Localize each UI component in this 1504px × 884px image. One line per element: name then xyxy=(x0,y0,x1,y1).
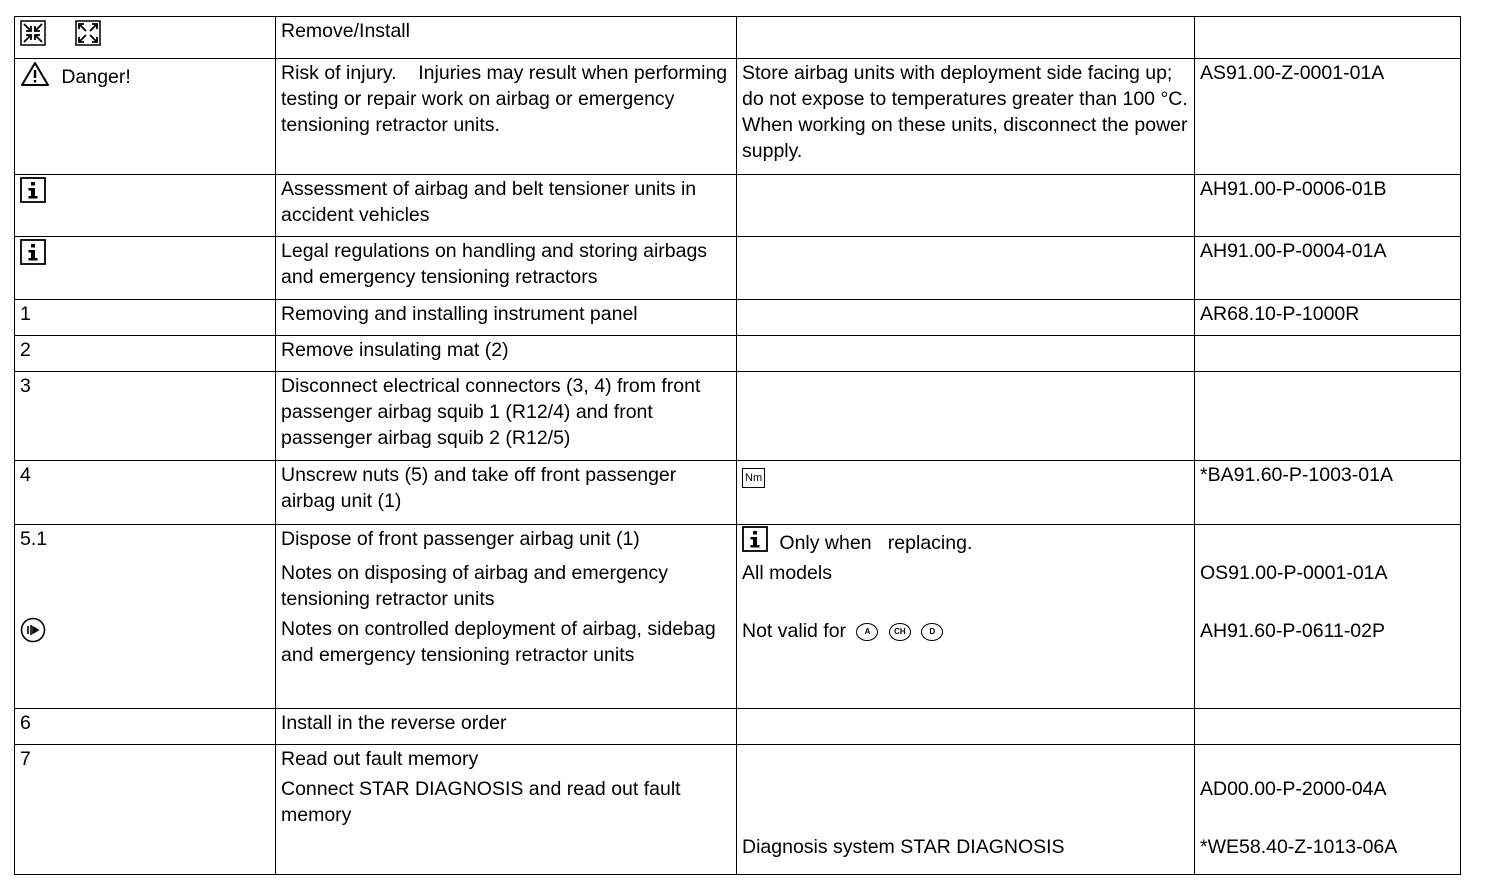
step-text: Risk of injury. Injuries may result when performing testing or repair work on airbag or emergency tensioning retractor units. xyxy=(276,59,737,175)
step-text: Connect STAR DIAGNOSIS and read out fault memory xyxy=(281,778,681,826)
document-reference[interactable]: AS91.00-Z-0001-01A xyxy=(1195,59,1461,175)
document-reference[interactable]: AH91.00-P-0004-01A xyxy=(1195,237,1461,300)
step-text: Read out fault memory xyxy=(281,748,479,770)
step-note: Store airbag units with deployment side facing up; do not expose to temperatures greater than 100 °C. When working on these units, disconnect the power supply. xyxy=(737,59,1195,175)
step-number: 6 xyxy=(15,709,276,745)
country-stamp: CH xyxy=(889,623,911,641)
table-row xyxy=(15,175,1461,237)
document-reference[interactable]: *BA91.60-P-1003-01A xyxy=(1195,461,1461,525)
torque-icon: Nm xyxy=(742,468,765,488)
table-row xyxy=(15,525,1461,709)
step-note: All models xyxy=(742,562,832,584)
step-number: 2 xyxy=(15,336,276,372)
warning-icon xyxy=(20,61,50,87)
step-text: Notes on controlled deployment of airbag, sidebag and emergency tensioning retractor units xyxy=(281,618,716,666)
document-reference[interactable]: AH91.00-P-0006-01B xyxy=(1195,175,1461,237)
step-text: Notes on disposing of airbag and emergency tensioning retractor units xyxy=(281,562,668,610)
step-text: Unscrew nuts (5) and take off front passenger airbag unit (1) xyxy=(276,461,737,525)
step-number: 5.1 xyxy=(20,528,48,550)
table-row xyxy=(15,17,1461,59)
remove-icon xyxy=(20,20,46,46)
procedure-table xyxy=(14,16,1461,875)
document-reference[interactable]: *WE58.40-Z-1013-06A xyxy=(1200,836,1398,858)
table-row xyxy=(15,461,1461,525)
table-row xyxy=(15,372,1461,461)
step-text: Removing and installing instrument panel xyxy=(276,300,737,336)
info-icon xyxy=(20,239,46,265)
step-text: Legal regulations on handling and storing airbags and emergency tensioning retractors xyxy=(276,237,737,300)
document-reference[interactable]: AH91.60-P-0611-02P xyxy=(1200,620,1386,642)
step-text: Dispose of front passenger airbag unit (1) xyxy=(281,528,640,550)
step-text: Remove insulating mat (2) xyxy=(276,336,737,372)
document-reference[interactable]: AR68.10-P-1000R xyxy=(1195,300,1461,336)
deployment-icon xyxy=(20,617,46,643)
step-number: 3 xyxy=(15,372,276,461)
step-note: Diagnosis system STAR DIAGNOSIS xyxy=(742,836,1065,858)
step-number: 7 xyxy=(15,745,276,875)
step-text: Install in the reverse order xyxy=(276,709,737,745)
country-stamp: A xyxy=(856,623,878,641)
table-row xyxy=(15,59,1461,175)
document-reference[interactable]: AD00.00-P-2000-04A xyxy=(1200,778,1387,800)
install-icon xyxy=(75,20,101,46)
info-icon xyxy=(742,526,768,552)
step-text: Disconnect electrical connectors (3, 4) from front passenger airbag squib 1 (R12/4) and front passenger airbag squib 2 (R12/5) xyxy=(276,372,737,461)
step-note: Only when replacing. xyxy=(779,532,973,554)
step-text: Remove/Install xyxy=(276,17,737,59)
table-row xyxy=(15,709,1461,745)
table-row xyxy=(15,336,1461,372)
step-text: Assessment of airbag and belt tensioner units in accident vehicles xyxy=(276,175,737,237)
document-reference[interactable]: OS91.00-P-0001-01A xyxy=(1200,562,1388,584)
table-row xyxy=(15,300,1461,336)
step-note: Not valid for xyxy=(742,620,847,642)
table-row xyxy=(15,745,1461,875)
info-icon xyxy=(20,177,46,203)
step-number: 1 xyxy=(15,300,276,336)
country-stamp: D xyxy=(921,623,943,641)
step-number: 4 xyxy=(15,461,276,525)
danger-label: Danger! xyxy=(61,66,131,88)
table-row xyxy=(15,237,1461,300)
